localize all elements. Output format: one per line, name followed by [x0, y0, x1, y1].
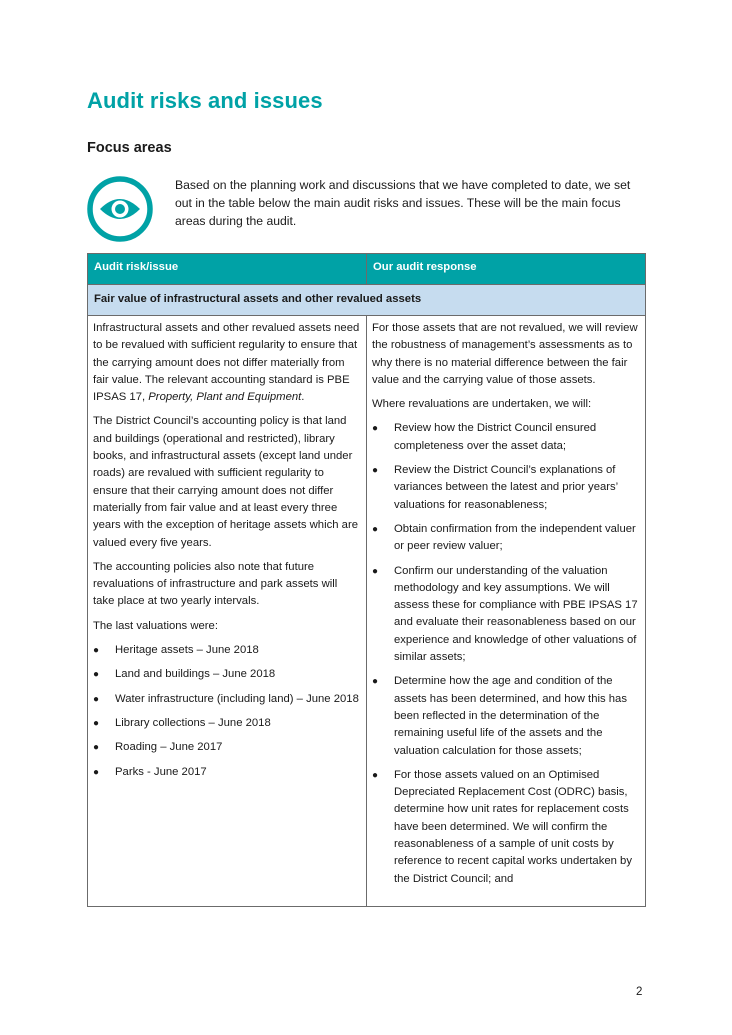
- response-paragraph: Where revaluations are undertaken, we will:: [372, 398, 592, 411]
- bullet-icon: ●: [372, 523, 379, 535]
- list-item: ● Roading – June 2017: [93, 739, 361, 756]
- page-title: Audit risks and issues: [87, 88, 323, 113]
- list-item: ● Water infrastructure (including land) – June 2018: [93, 691, 361, 708]
- risk-paragraph: The District Council’s accounting policy is that land and buildings (operational and restricted), library books, and infrastructural assets (except land under roads) are revalued with sufficient regularity to ensure that their carrying amount does not differ materially from fair value and at least every three years with the exception of heritage assets which are valued every five years.: [93, 415, 358, 549]
- response-cell: [367, 316, 646, 907]
- list-item: ● Land and buildings – June 2018: [93, 666, 361, 683]
- bullet-icon: ●: [372, 465, 379, 477]
- response-paragraph: For those assets that are not revalued, we will review the robustness of management’s assessments as to why there is no material difference between the fair value and the carrying value of those assets.: [372, 322, 638, 386]
- bullet-icon: ●: [93, 717, 100, 729]
- list-item: ● Confirm our understanding of the valuation methodology and key assumptions. We will assess these for compliance with PBE IPSAS 17 and evaluate their reasonableness based on our experience and knowledge of other valuations of similar assets;: [372, 564, 638, 664]
- response-list: [372, 420, 640, 887]
- list-item: ● Parks - June 2017: [93, 764, 361, 781]
- risk-paragraph: Infrastructural assets and other revalued assets need to be revalued with sufficient regularity to ensure that the carrying amount does not differ materially from fair value. The relevant accounting standard is PBE IPSAS 17, Property, Plant and Equipment.: [93, 322, 360, 404]
- list-item: ● Determine how the age and condition of the assets has been determined, and how this has been reflected in the determination of the remaining useful life of the assets and the valuation calculation for those assets;: [372, 675, 627, 757]
- bullet-icon: ●: [93, 645, 100, 657]
- header-audit-risk: Audit risk/issue: [88, 254, 367, 285]
- table-header-row: [88, 254, 646, 285]
- bullet-icon: ●: [93, 766, 100, 778]
- list-item: ● For those assets valued on an Optimised Depreciated Replacement Cost (ODRC) basis, determine how unit rates for replacement costs have been determined. We will confirm the reasonableness of a sample of unit costs by reference to recent capital works undertaken by the District Council; and: [372, 768, 632, 885]
- table-row: [88, 316, 646, 907]
- section-heading: Focus areas: [87, 140, 172, 156]
- bullet-icon: ●: [93, 669, 100, 681]
- list-item: ● Heritage assets – June 2018: [93, 642, 361, 659]
- list-item: ● Review the District Council’s explanations of variances between the latest and prior years’ valuations for reasonableness;: [372, 464, 618, 511]
- bullet-icon: ●: [372, 769, 379, 781]
- eye-icon: [87, 176, 153, 242]
- table-section-row: [88, 285, 646, 316]
- bullet-icon: ●: [372, 565, 379, 577]
- bullet-icon: ●: [93, 742, 100, 754]
- bullet-icon: ●: [372, 676, 379, 688]
- bullet-icon: ●: [93, 693, 100, 705]
- header-audit-response: Our audit response: [367, 254, 646, 285]
- list-item: ● Obtain confirmation from the independent valuer or peer review valuer;: [372, 522, 636, 553]
- intro-paragraph: Based on the planning work and discussions that we have completed to date, we set out in the table below the main audit risks and issues. These will be the main focus areas during the audit.: [175, 178, 631, 228]
- section-row-label: Fair value of infrastructural assets and other revalued assets: [88, 285, 646, 316]
- risk-paragraph: The last valuations were:: [93, 619, 218, 632]
- bullet-icon: ●: [372, 423, 379, 435]
- valuations-list: [93, 642, 361, 781]
- risk-cell: [88, 316, 367, 907]
- list-item: ● Library collections – June 2018: [93, 715, 361, 732]
- standard-title: Property, Plant and Equipment: [148, 391, 302, 404]
- risk-paragraph: The accounting policies also note that future revaluations of infrastructure and park assets will take place at two yearly intervals.: [93, 560, 338, 608]
- list-item: ● Review how the District Council ensured completeness over the asset data;: [372, 422, 597, 452]
- page-number: 2: [636, 986, 643, 998]
- audit-risks-table: [87, 253, 646, 907]
